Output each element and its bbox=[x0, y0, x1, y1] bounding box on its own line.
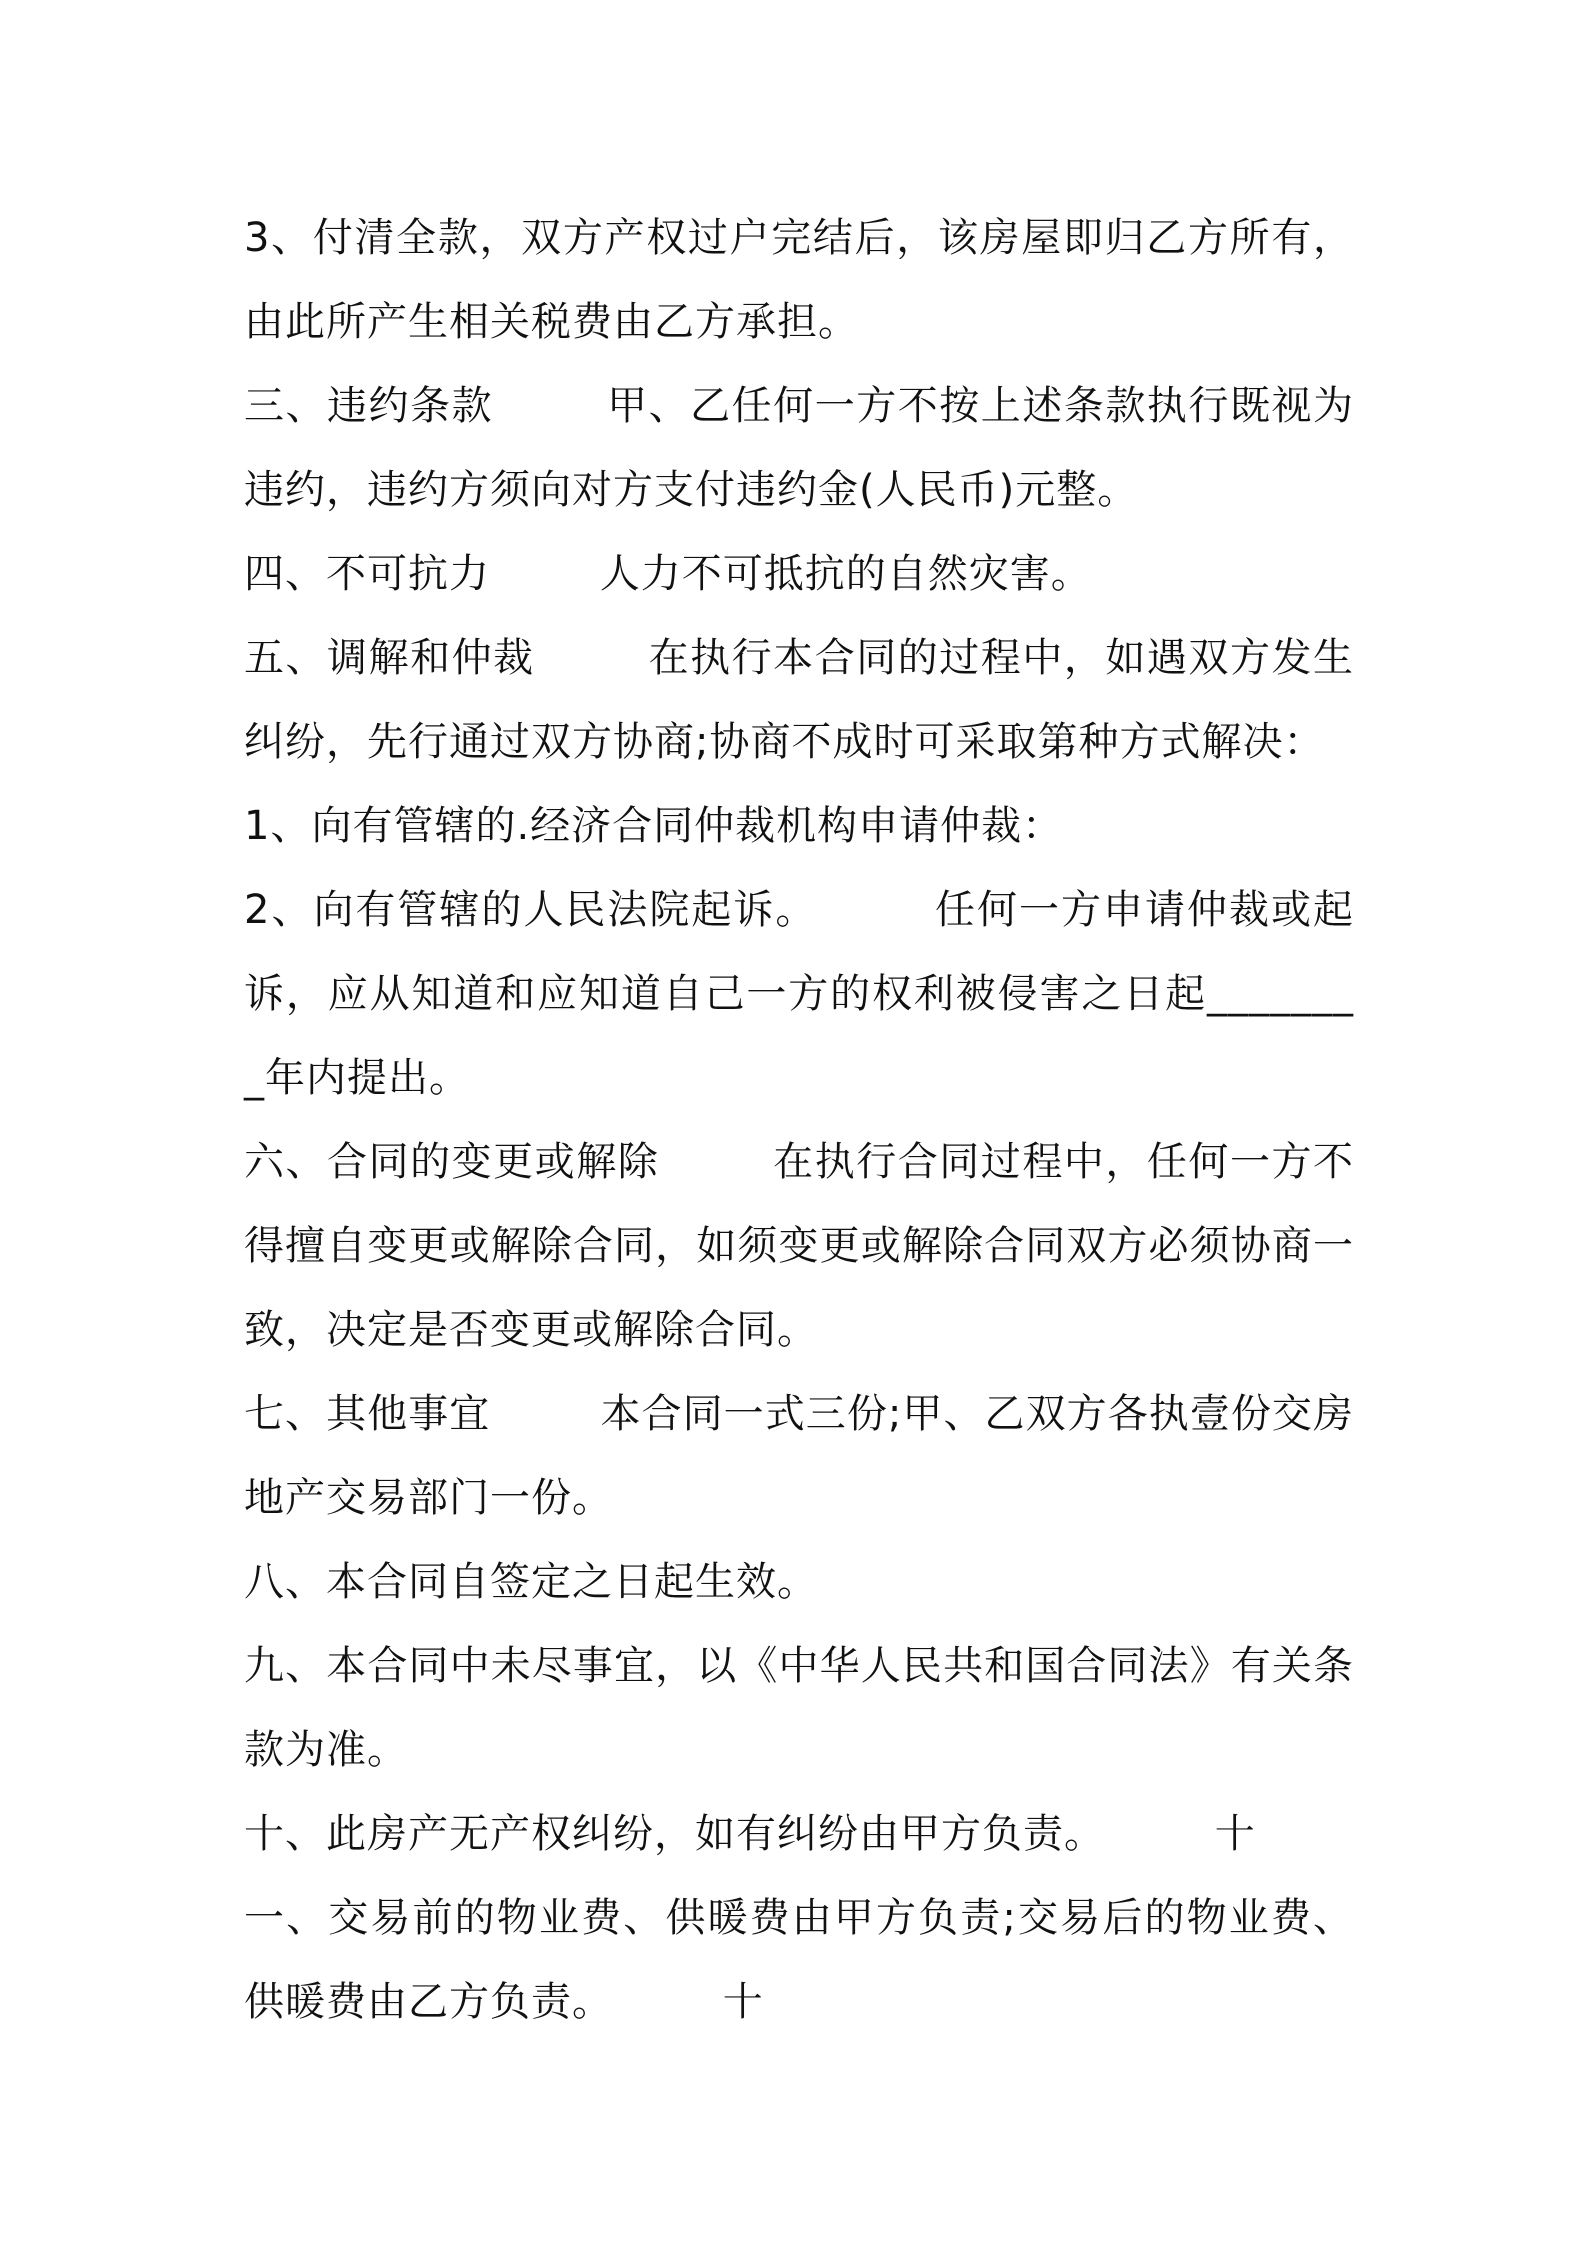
paragraph-unresolved-matters: 九、本合同中未尽事宜，以《中华人民共和国合同法》有关条款为准。 bbox=[244, 1643, 1354, 1773]
paragraph-effective-date: 八、本合同自签定之日起生效。 bbox=[244, 1559, 818, 1605]
paragraph-other-matters: 七、其他事宜 本合同一式三份;甲、乙双方各执壹份交房地产交易部门一份。 bbox=[244, 1391, 1354, 1521]
paragraph-property-dispute: 十、此房产无产权纠纷，如有纠纷由甲方负责。 十 bbox=[244, 1811, 1256, 1857]
paragraph-arbitration-option-2: 2、向有管辖的人民法院起诉。 任何一方申请仲裁或起诉，应从知道和应知道自己一方的权利被侵害之日起________年内提出。 bbox=[244, 887, 1354, 1101]
paragraph-mediation-arbitration: 五、调解和仲裁 在执行本合同的过程中，如遇双方发生纠纷，先行通过双方协商;协商不成时可采取第种方式解决： bbox=[244, 635, 1354, 765]
paragraph-fees: 一、交易前的物业费、供暖费由甲方负责;交易后的物业费、供暖费由乙方负责。 十 bbox=[244, 1895, 1354, 2025]
paragraph-clause-3-payment: 3、付清全款，双方产权过户完结后，该房屋即归乙方所有，由此所产生相关税费由乙方承担。 bbox=[244, 215, 1354, 345]
document-body bbox=[244, 196, 1354, 2044]
paragraph-arbitration-option-1: 1、向有管辖的.经济合同仲裁机构申请仲裁： bbox=[244, 803, 1064, 849]
paragraph-contract-change: 六、合同的变更或解除 在执行合同过程中，任何一方不得擅自变更或解除合同，如须变更或解除合同双方必须协商一致，决定是否变更或解除合同。 bbox=[244, 1139, 1354, 1353]
paragraph-breach-clause: 三、违约条款 甲、乙任何一方不按上述条款执行既视为违约，违约方须向对方支付违约金(人民币)元整。 bbox=[244, 383, 1354, 513]
paragraph-force-majeure: 四、不可抗力 人力不可抵抗的自然灾害。 bbox=[244, 551, 1092, 597]
